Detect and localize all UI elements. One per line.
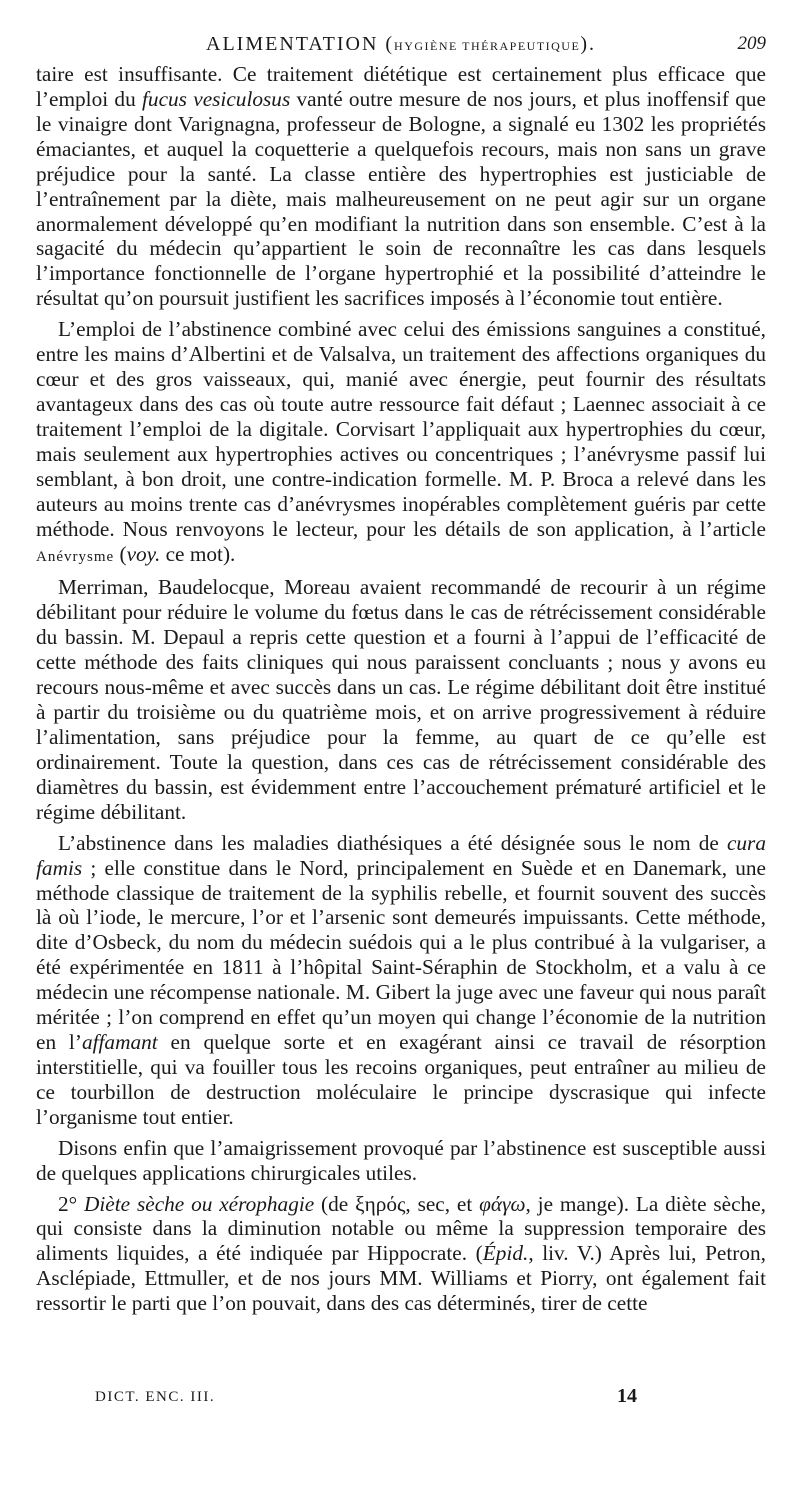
text-run: , je mange). La diète sèche, qui consiste dans la diminution notable ou même la suppression temporaire des aliments liquides, a été indiquée par Hippocrate. ( <box>36 1191 766 1266</box>
text-run: (de ξηρός, sec, et <box>314 1191 480 1216</box>
italic-term: affamant <box>81 1030 158 1055</box>
text-run: ; elle constitue dans le Nord, principalement en Suède et en Danemark, une méthode classique de traitement de la syphilis rebelle, et fournit souvent des succès là où l’iode, le mercure, l’or et l’arsenic sont demeurés impuissants. Cette méthode, dite d’Osbeck, du nom du médecin suédois qui a le plus contribué à la vulgariser, a été expérimentée en 1811 à l’hôpital Saint-Séraphin de Stockholm, et a valu à ce médecin une récompense nationale. M. Gibert la juge avec une faveur qui nous paraît méritée ; l’on comprend en effet qu’un moyen qui change l’économie de la nutrition en l’ <box>36 855 766 1055</box>
italic-term: Épid. <box>482 1241 529 1266</box>
page-footer <box>95 1385 695 1413</box>
title-main: ALIMENTATION ( <box>206 33 395 55</box>
paragraph-3: Merriman, Baudelocque, Moreau avaient recommandé de recourir à un régime débilitant pour réduire le volume du fœtus dans le cas de rétrécissement considérable du bassin. M. Depaul a repris cette question et a fourni à l’appui de l’efficacité de cette méthode des faits cliniques qui nous paraissent concluants ; nous y avons eu recours nous-même et avec succès dans un cas. Le régime débilitant doit être institué à partir du troisième ou du quatrième mois, et on arrive progressivement à réduire l’alimentation, sans préjudice pour la femme, au quart de ce qu’elle est ordinairement. Toute la question, dans ces cas de rétrécissement considérable des diamètres du bassin, est évidemment entre l’accouchement prématuré artificiel et le régime débilitant. <box>36 575 766 824</box>
page-number: 209 <box>737 33 766 54</box>
italic-term: fucus vesiculosus <box>142 86 291 111</box>
paragraph-5: Disons enfin que l’amaigrissement provoqué par l’abstinence est susceptible aussi de quelques applications chirurgicales utiles. <box>36 1135 766 1185</box>
signature-mark: DICT. ENC. III. <box>95 1389 216 1405</box>
running-title <box>36 30 766 60</box>
paragraph-1 <box>36 62 766 311</box>
section-number: 2° <box>58 1191 84 1216</box>
title-subtitle: HYGIÈNE THÉRAPEUTIQUE <box>394 39 581 53</box>
paragraph-4 <box>36 831 766 1130</box>
text-run: , liv. V.) Après lui, Petron, Asclépiade, Ettmuller, et de nos jours MM. Williams et Piorry, ont également fait ressortir le parti que l’on pouvait, dans des cas déterminés, tirer de cette <box>36 1241 766 1316</box>
italic-term: cura famis <box>36 830 766 880</box>
text-run: L’emploi de l’abstinence combiné avec celui des émissions sanguines a constitué, entre les mains d’Albertini et de Valsalva, un traitement des affections organiques du cœur et des gros vaisseaux, qui, manié avec énergie, peut fournir des résultats avantageux dans des cas où toute autre ressource fait défaut ; Laennec associait à ce traitement l’emploi de la digitale. Corvisart l’appliquait aux hypertrophies du cœur, mais seulement aux hypertrophies actives ou concentriques ; l’anévrysme passif lui semblant, à bon droit, une contre-indication formelle. M. P. Broca a relevé dans les auteurs au moins trente cas d’anévrysmes inopérables complètement guéris par cette méthode. Nous renvoyons le lecteur, pour les détails de son application, à l’article <box>36 317 766 541</box>
text-run: L’abstinence dans les maladies diathésiques a été désignée sous le nom de <box>58 830 727 855</box>
text-run: taire est insuffisante. Ce traitement diététique est certainement plus efficace que l’emploi du <box>36 62 766 111</box>
italic-term: voy. <box>126 541 161 566</box>
section-heading: Diète sèche ou xérophagie <box>84 1191 315 1216</box>
body-text <box>36 62 766 1316</box>
text-run: ce mot). <box>160 541 236 566</box>
running-header <box>36 30 766 60</box>
title-end: ). <box>580 33 596 55</box>
small-caps-reference: Anévrysme <box>36 548 115 565</box>
text-run: ( <box>114 541 127 566</box>
paragraph-6 <box>36 1192 766 1317</box>
italic-term: φάγω <box>479 1191 526 1216</box>
text-run: vanté outre mesure de nos jours, et plus inoffensif que le vinaigre dont Varignagna, professeur de Bologne, a signalé eu 1302 les propriétés émaciantes, et auquel la coquetterie a quelquefois recours, mais non sans un grave préjudice pour la santé. La classe entière des hypertrophies est justiciable de l’entraînement par la diète, mais malheureusement on ne peut agir sur un organe anormalement développé qu’en modifiant la nutrition dans son ensemble. C’est à la sagacité du médecin qu’appartient le soin de reconnaître les cas dans lesquels l’importance fonctionnelle de l’organe hypertrophié et la possibilité d’atteindre le résultat qu’on poursuit justifient les sacrifices imposés à l’économie tout entière. <box>36 86 766 311</box>
paragraph-2 <box>36 317 766 569</box>
text-run: en quelque sorte et en exagérant ainsi ce travail de résorption interstitielle, qui va fouiller tous les recoins organiques, peut entraîner au milieu de ce tourbillon de destruction moléculaire le principe dyscrasique qui infecte l’organisme tout entier. <box>36 1030 766 1129</box>
sheet-number: 14 <box>617 1385 637 1407</box>
